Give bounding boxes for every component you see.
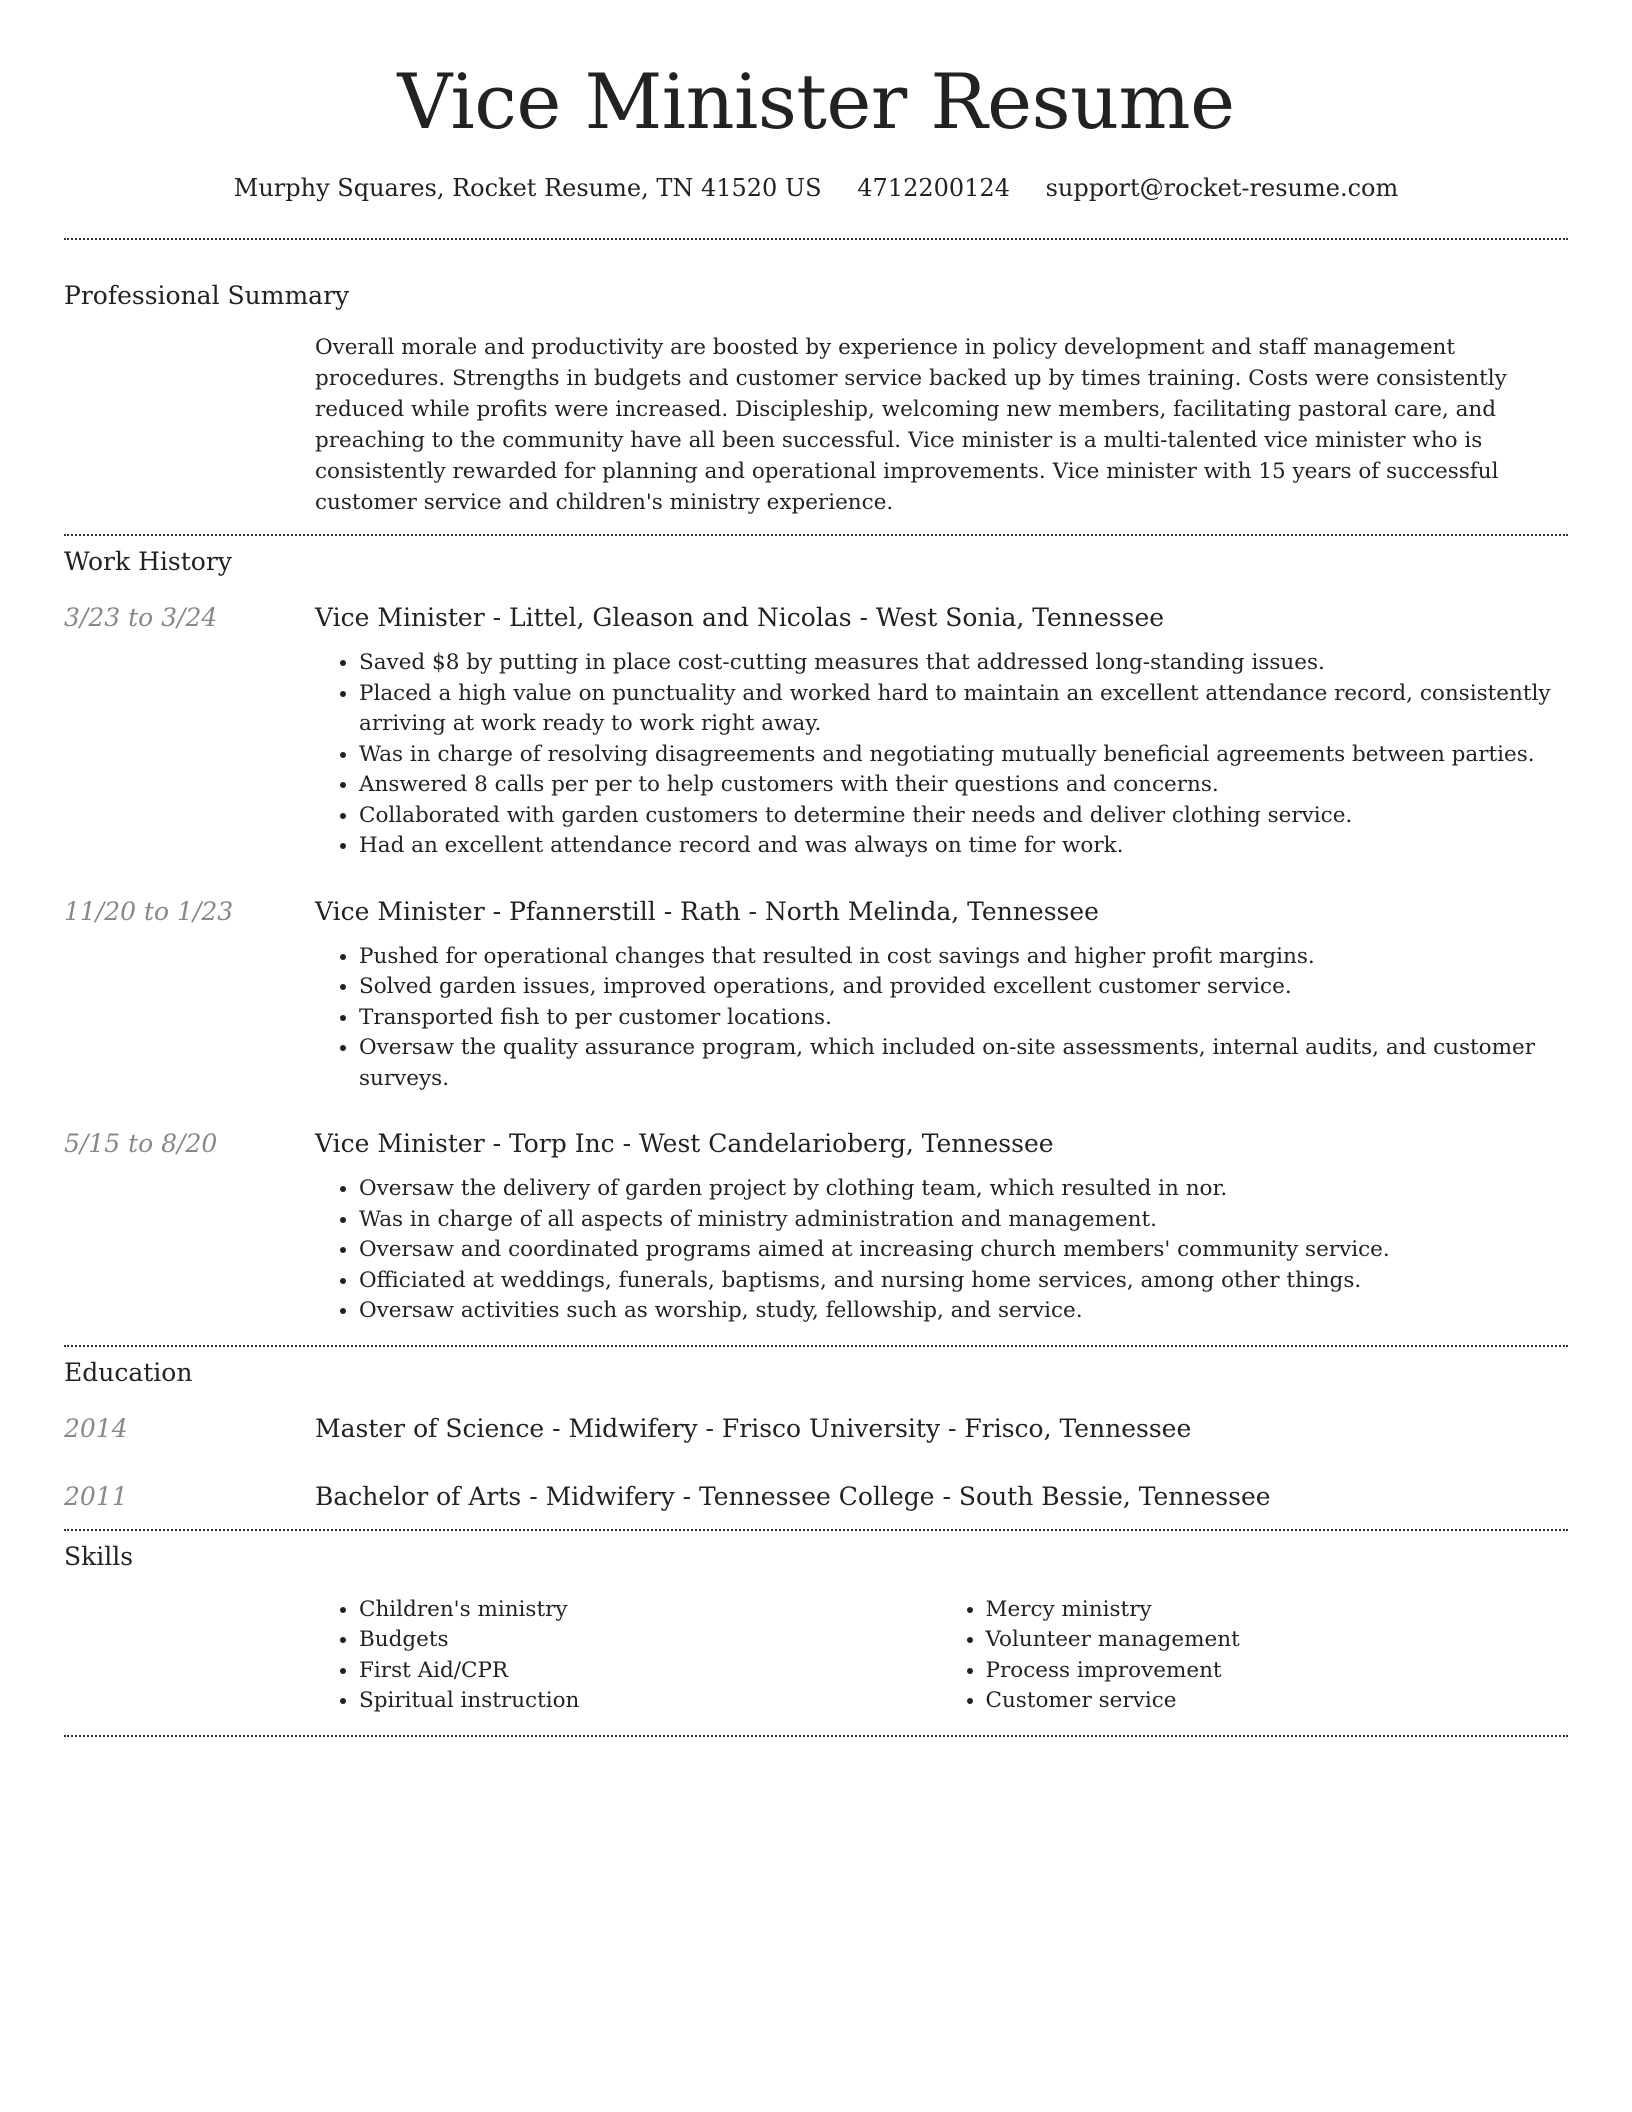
- education-degree: Master of Science - Midwifery: [315, 1413, 698, 1443]
- education-degree: Bachelor of Arts - Midwifery: [315, 1481, 675, 1511]
- list-item: • Spiritual instruction: [359, 1686, 942, 1717]
- contact-email: support@rocket-resume.com: [1045, 174, 1399, 202]
- list-item: • Mercy ministry: [986, 1595, 1569, 1626]
- skills-section: [64, 1541, 1568, 1717]
- list-item: • Placed a high value on punctuality and worked hard to maintain an excellent attendance record, consistently arriving at work ready to work right away.: [359, 679, 1568, 740]
- list-item: • Process improvement: [986, 1656, 1569, 1687]
- contact-address: Murphy Squares, Rocket Resume, TN 41520 US: [233, 174, 822, 202]
- divider: [64, 534, 1568, 536]
- education-entry: [64, 1413, 1568, 1445]
- list-item: • Volunteer management: [986, 1625, 1569, 1656]
- list-item: • Solved garden issues, improved operations, and provided excellent customer service.: [359, 972, 1568, 1003]
- education-section: [64, 1357, 1568, 1513]
- education-title: [315, 1413, 1568, 1445]
- resume-title: Vice Minister Resume: [397, 57, 1235, 146]
- list-item: • Collaborated with garden customers to determine their needs and deliver clothing service.: [359, 801, 1568, 832]
- skills-list-right: [942, 1595, 1569, 1717]
- job-title: Vice Minister - Pfannerstill - Rath - North Melinda, Tennessee: [315, 896, 1099, 926]
- divider: [64, 1345, 1568, 1347]
- list-item: • Oversaw activities such as worship, study, fellowship, and service.: [359, 1296, 1568, 1327]
- skills-row: [64, 1595, 1568, 1717]
- job-body: [315, 602, 1568, 862]
- list-item: • First Aid/CPR: [359, 1656, 942, 1687]
- list-item: • Transported fish to per customer locations.: [359, 1003, 1568, 1034]
- job-entry: [64, 602, 1568, 862]
- job-dates: 11/20 to 1/23: [64, 896, 234, 926]
- job-body: [315, 1128, 1568, 1327]
- summary-heading: Professional Summary: [64, 281, 350, 310]
- job-title: Vice Minister - Littel, Gleason and Nicolas - West Sonia, Tennessee: [315, 603, 1165, 632]
- job-title: Vice Minister - Torp Inc - West Candelarioberg, Tennessee: [315, 1129, 1054, 1158]
- list-item: • Was in charge of resolving disagreements and negotiating mutually beneficial agreements between parties.: [359, 740, 1568, 771]
- list-item: • Children's ministry: [359, 1595, 942, 1626]
- divider: [64, 1735, 1568, 1737]
- summary-text: Overall morale and productivity are boosted by experience in policy development and staff management procedures. Strengths in budgets and customer service backed up by times training. Costs were consistently reduced while profits were increased. Discipleship, welcoming new members, facilitating pastoral care, and preaching to the community have all been successful. Vice minister is a multi-talented vice minister who is consistently rewarded for planning and operational improvements. Vice minister with 15 years of successful customer service and children's ministry experience.: [315, 335, 1507, 515]
- education-school: - Frisco University - Frisco, Tennessee: [697, 1413, 1192, 1443]
- job-dates: 5/15 to 8/20: [64, 1129, 218, 1158]
- education-year: 2011: [64, 1481, 128, 1511]
- job-bullets: [315, 648, 1568, 862]
- divider: [64, 238, 1568, 240]
- skills-grid: [315, 1595, 1568, 1717]
- education-title: [315, 1481, 1568, 1513]
- skills-spacer: [64, 1595, 315, 1717]
- list-item: • Saved $8 by putting in place cost-cutting measures that addressed long-standing issues.: [359, 648, 1568, 679]
- education-heading: Education: [64, 1357, 193, 1387]
- list-item: • Pushed for operational changes that resulted in cost savings and higher profit margins.: [359, 942, 1568, 973]
- summary-section: [64, 280, 1568, 518]
- list-item: • Oversaw the delivery of garden project by clothing team, which resulted in nor.: [359, 1174, 1568, 1205]
- summary-body: [315, 332, 1568, 518]
- education-entry: [64, 1481, 1568, 1513]
- list-item: • Answered 8 calls per per to help customers with their questions and concerns.: [359, 770, 1568, 801]
- list-item: • Budgets: [359, 1625, 942, 1656]
- contact-phone: 4712200124: [857, 174, 1010, 202]
- work-heading: Work History: [64, 547, 232, 576]
- divider: [64, 1529, 1568, 1531]
- list-item: • Customer service: [986, 1686, 1569, 1717]
- work-section: [64, 546, 1568, 1327]
- list-item: • Officiated at weddings, funerals, baptisms, and nursing home services, among other things.: [359, 1266, 1568, 1297]
- job-bullets: [315, 1174, 1568, 1327]
- list-item: • Had an excellent attendance record and was always on time for work.: [359, 831, 1568, 862]
- job-entry: [64, 1128, 1568, 1327]
- education-year: 2014: [64, 1413, 128, 1443]
- list-item: • Oversaw the quality assurance program, which included on-site assessments, internal audits, and customer surveys.: [359, 1033, 1568, 1094]
- job-bullets: [315, 942, 1568, 1095]
- list-item: • Oversaw and coordinated programs aimed at increasing church members' community service.: [359, 1235, 1568, 1266]
- summary-row: [64, 332, 1568, 518]
- job-body: [315, 896, 1568, 1095]
- list-item: • Was in charge of all aspects of ministry administration and management.: [359, 1205, 1568, 1236]
- job-dates: 3/23 to 3/24: [64, 603, 218, 632]
- skills-list-left: [315, 1595, 942, 1717]
- summary-spacer: [64, 332, 315, 518]
- job-entry: [64, 896, 1568, 1095]
- skills-heading: Skills: [64, 1541, 134, 1571]
- contact-line: [64, 172, 1568, 204]
- education-school: - Tennessee College - South Bessie, Tennessee: [674, 1481, 1271, 1511]
